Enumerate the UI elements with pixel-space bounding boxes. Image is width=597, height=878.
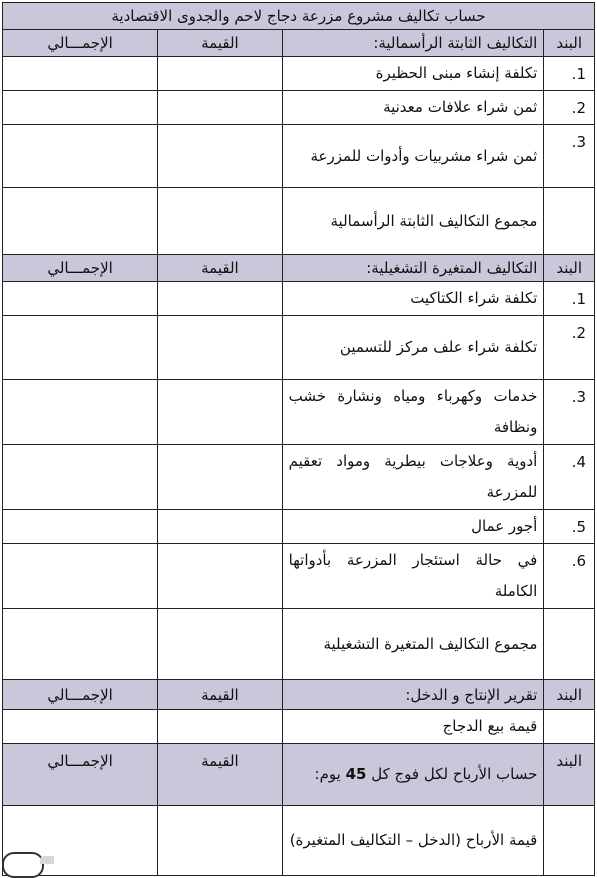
value-cell (158, 544, 283, 609)
row-number: 6. (544, 544, 595, 609)
row-number (544, 609, 595, 680)
row-number (544, 188, 595, 255)
row-description: مجموع التكاليف الثابتة الرأسمالية (282, 188, 544, 255)
total-cell (3, 510, 158, 544)
row-description: تكلفة إنشاء مبنى الحظيرة (282, 57, 544, 91)
row-description: قيمة بيع الدجاج (282, 710, 544, 744)
total-cell (3, 544, 158, 609)
table-row (3, 125, 595, 188)
table-row (3, 57, 595, 91)
header-total: الإجمـــالي (3, 744, 158, 806)
header-value: القيمة (158, 744, 283, 806)
value-cell (158, 806, 283, 876)
header-value: القيمة (158, 255, 283, 282)
total-cell (3, 380, 158, 445)
row-number (544, 710, 595, 744)
table-row (3, 380, 595, 445)
total-cell (3, 316, 158, 380)
total-cell (3, 91, 158, 125)
value-cell (158, 609, 283, 680)
value-cell (158, 125, 283, 188)
header-description: التكاليف المتغيرة التشغيلية: (282, 255, 544, 282)
header-total: الإجمـــالي (3, 255, 158, 282)
row-description: في حالة استئجار المزرعة بأدواتها الكاملة (282, 544, 544, 609)
header-description: تقرير الإنتاج و الدخل: (282, 680, 544, 710)
total-cell (3, 445, 158, 510)
table-title-row (3, 3, 595, 30)
value-cell (158, 91, 283, 125)
value-cell (158, 710, 283, 744)
table-row (3, 544, 595, 609)
row-description: ثمن شراء علافات معدنية (282, 91, 544, 125)
header-total: الإجمـــالي (3, 30, 158, 57)
section-header-fixed-costs (3, 30, 595, 57)
header-description-pre: حساب الأرباح لكل فوج كل (366, 765, 538, 783)
table-row (3, 609, 595, 680)
value-cell (158, 188, 283, 255)
total-cell (3, 710, 158, 744)
row-number: 4. (544, 445, 595, 510)
row-number: 2. (544, 91, 595, 125)
total-cell (3, 609, 158, 680)
table-row (3, 188, 595, 255)
row-description: تكلفة شراء علف مركز للتسمين (282, 316, 544, 380)
table-row (3, 316, 595, 380)
value-cell (158, 510, 283, 544)
row-description: خدمات وكهرباء ومياه ونشارة خشب ونظافة (282, 380, 544, 445)
header-value: القيمة (158, 30, 283, 57)
cost-table (2, 2, 595, 876)
page-number-badge (2, 852, 44, 878)
value-cell (158, 445, 283, 510)
table-title: حساب تكاليف مشروع مزرعة دجاج لاحم والجدوى الاقتصادية (3, 3, 595, 30)
header-description (282, 744, 544, 806)
row-number: 5. (544, 510, 595, 544)
total-cell (3, 282, 158, 316)
value-cell (158, 282, 283, 316)
header-item: البند (544, 255, 595, 282)
header-value: القيمة (158, 680, 283, 710)
section-header-profits (3, 744, 595, 806)
row-description: أدوية وعلاجات بيطرية ومواد تعقيم للمزرعة (282, 445, 544, 510)
table-row (3, 710, 595, 744)
table-row (3, 806, 595, 876)
table-row (3, 510, 595, 544)
row-number: 3. (544, 380, 595, 445)
row-number: 3. (544, 125, 595, 188)
row-number (544, 806, 595, 876)
days-count: 45 (345, 765, 367, 783)
section-header-variable-costs (3, 255, 595, 282)
header-total: الإجمـــالي (3, 680, 158, 710)
row-number: 1. (544, 57, 595, 91)
total-cell (3, 57, 158, 91)
row-description: تكلفة شراء الكتاكيت (282, 282, 544, 316)
row-description: ثمن شراء مشربيات وأدوات للمزرعة (282, 125, 544, 188)
table-row (3, 282, 595, 316)
row-number: 1. (544, 282, 595, 316)
row-description: مجموع التكاليف المتغيرة التشغيلية (282, 609, 544, 680)
header-item: البند (544, 680, 595, 710)
row-description: قيمة الأرباح (الدخل – التكاليف المتغيرة) (282, 806, 544, 876)
header-description-post: يوم: (314, 765, 346, 783)
row-description: أجور عمال (282, 510, 544, 544)
total-cell (3, 188, 158, 255)
total-cell (3, 125, 158, 188)
row-number: 2. (544, 316, 595, 380)
header-description: التكاليف الثابتة الرأسمالية: (282, 30, 544, 57)
header-item: البند (544, 30, 595, 57)
header-item: البند (544, 744, 595, 806)
table-row (3, 91, 595, 125)
value-cell (158, 316, 283, 380)
value-cell (158, 57, 283, 91)
table-row (3, 445, 595, 510)
value-cell (158, 380, 283, 445)
section-header-production (3, 680, 595, 710)
